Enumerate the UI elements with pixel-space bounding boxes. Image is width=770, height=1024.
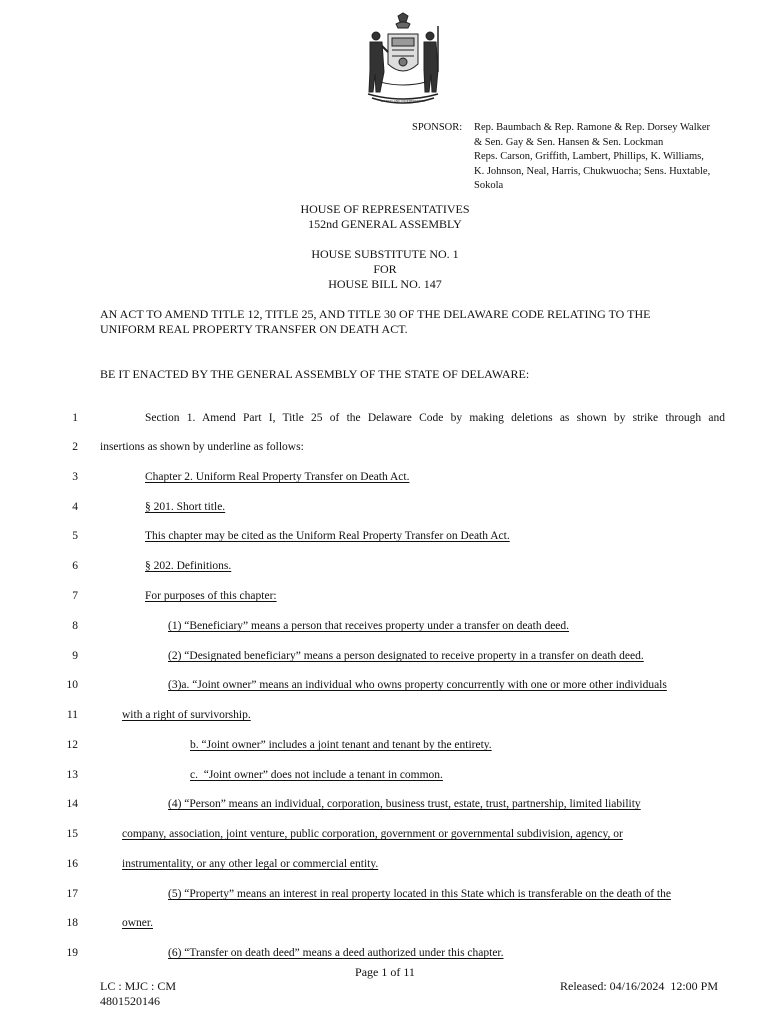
line-text: insertions as shown by underline as follows: bbox=[100, 441, 304, 453]
bill-line bbox=[0, 679, 770, 695]
release-timestamp: Released: 04/16/2024 12:00 PM bbox=[560, 979, 718, 993]
line-number: 18 bbox=[66, 917, 78, 929]
line-text: company, association, joint venture, public corporation, government or governmental subdivision, agency, or bbox=[122, 828, 623, 840]
bill-line bbox=[0, 590, 770, 606]
bill-line bbox=[0, 769, 770, 785]
act-title-line: UNIFORM REAL PROPERTY TRANSFER ON DEATH ACT. bbox=[100, 322, 408, 336]
line-number: 4 bbox=[72, 501, 78, 513]
line-number: 11 bbox=[66, 709, 78, 721]
line-number: 15 bbox=[66, 828, 78, 840]
enacting-clause: BE IT ENACTED BY THE GENERAL ASSEMBLY OF THE STATE OF DELAWARE: bbox=[100, 367, 530, 381]
document-id: 4801520146 bbox=[100, 994, 160, 1008]
bill-line bbox=[0, 560, 770, 576]
sponsor-line: K. Johnson, Neal, Harris, Chukwuocha; Sens. Huxtable, bbox=[474, 165, 711, 177]
bill-line bbox=[0, 471, 770, 487]
line-number: 8 bbox=[72, 620, 78, 632]
line-text: with a right of survivorship. bbox=[122, 709, 251, 721]
line-number: 14 bbox=[66, 798, 78, 810]
bill-line bbox=[0, 917, 770, 933]
seal-motto: LIBERTY AND INDEPENDENCE bbox=[380, 99, 426, 103]
bill-line bbox=[0, 620, 770, 636]
line-number: 9 bbox=[72, 650, 78, 662]
line-text: (5) “Property” means an interest in real property located in this State which is transferable on the death of the bbox=[168, 888, 671, 900]
line-number: 12 bbox=[66, 739, 78, 751]
bill-line bbox=[0, 798, 770, 814]
line-text: § 202. Definitions. bbox=[145, 560, 232, 572]
footer-codes bbox=[100, 979, 176, 1009]
bill-line bbox=[0, 412, 770, 428]
sponsor-line: & Sen. Gay & Sen. Hansen & Sen. Lockman bbox=[474, 136, 664, 148]
bill-line bbox=[0, 828, 770, 844]
line-text: (2) “Designated beneficiary” means a person designated to receive property in a transfer on death deed. bbox=[168, 650, 644, 662]
bill-number: HOUSE BILL NO. 147 bbox=[328, 277, 442, 291]
line-number: 7 bbox=[72, 590, 78, 602]
line-text: b. “Joint owner” includes a joint tenant and tenant by the entirety. bbox=[190, 739, 492, 751]
bill-line bbox=[0, 947, 770, 963]
delaware-state-seal bbox=[358, 12, 448, 108]
line-text: (1) “Beneficiary” means a person that receives property under a transfer on death deed. bbox=[168, 620, 570, 632]
act-title bbox=[100, 307, 740, 337]
bill-line bbox=[0, 888, 770, 904]
line-number: 16 bbox=[66, 858, 78, 870]
line-number: 19 bbox=[66, 947, 78, 959]
bill-line bbox=[0, 650, 770, 666]
line-number: 5 bbox=[72, 530, 78, 542]
line-text: (6) “Transfer on death deed” means a deed authorized under this chapter. bbox=[168, 947, 504, 959]
bill-line bbox=[0, 441, 770, 457]
for-label: FOR bbox=[373, 262, 397, 276]
line-number: 17 bbox=[66, 888, 78, 900]
sponsor-line: Reps. Carson, Griffith, Lambert, Phillips, K. Williams, bbox=[474, 151, 704, 162]
legislative-code: LC : MJC : CM bbox=[100, 979, 177, 993]
sponsor-line: Rep. Baumbach & Rep. Ramone & Rep. Dorsey Walker bbox=[474, 122, 711, 133]
act-title-line: AN ACT TO AMEND TITLE 12, TITLE 25, AND TITLE 30 OF THE DELAWARE CODE RELATING TO THE bbox=[100, 307, 651, 321]
bill-line bbox=[0, 709, 770, 725]
line-number: 3 bbox=[72, 471, 78, 483]
line-text: Chapter 2. Uniform Real Property Transfer on Death Act. bbox=[145, 471, 410, 483]
sponsor-line: Sokola bbox=[474, 180, 504, 191]
line-number: 13 bbox=[66, 769, 78, 781]
page-number: Page 1 of 11 bbox=[355, 965, 415, 979]
line-number: 10 bbox=[66, 679, 78, 691]
line-text: c. “Joint owner” does not include a tenant in common. bbox=[190, 769, 443, 781]
bill-line bbox=[0, 530, 770, 546]
line-number: 1 bbox=[72, 412, 78, 424]
line-text: Section 1. Amend Part I, Title 25 of the Delaware Code by making deletions as shown by strike through and bbox=[145, 412, 725, 424]
bill-line bbox=[0, 858, 770, 874]
sponsor-label: SPONSOR: bbox=[412, 122, 463, 133]
sponsor-names bbox=[474, 121, 744, 194]
line-number: 2 bbox=[72, 441, 78, 453]
bill-heading bbox=[0, 247, 770, 292]
line-number: 6 bbox=[72, 560, 78, 572]
line-text: owner. bbox=[122, 917, 153, 929]
chamber-heading bbox=[0, 202, 770, 232]
assembly-name: 152nd GENERAL ASSEMBLY bbox=[308, 217, 462, 231]
line-text: (3)a. “Joint owner” means an individual who owns property concurrently with one or more other individuals bbox=[168, 679, 667, 691]
line-text: For purposes of this chapter: bbox=[145, 590, 277, 602]
line-text: instrumentality, or any other legal or commercial entity. bbox=[122, 858, 379, 870]
chamber-name: HOUSE OF REPRESENTATIVES bbox=[300, 202, 470, 216]
line-text: § 201. Short title. bbox=[145, 501, 226, 513]
bill-line bbox=[0, 739, 770, 755]
line-text: (4) “Person” means an individual, corporation, business trust, estate, trust, partnership, limited liability bbox=[168, 798, 641, 810]
line-text: This chapter may be cited as the Uniform Real Property Transfer on Death Act. bbox=[145, 530, 510, 542]
bill-line bbox=[0, 501, 770, 517]
substitute-label: HOUSE SUBSTITUTE NO. 1 bbox=[311, 247, 459, 261]
